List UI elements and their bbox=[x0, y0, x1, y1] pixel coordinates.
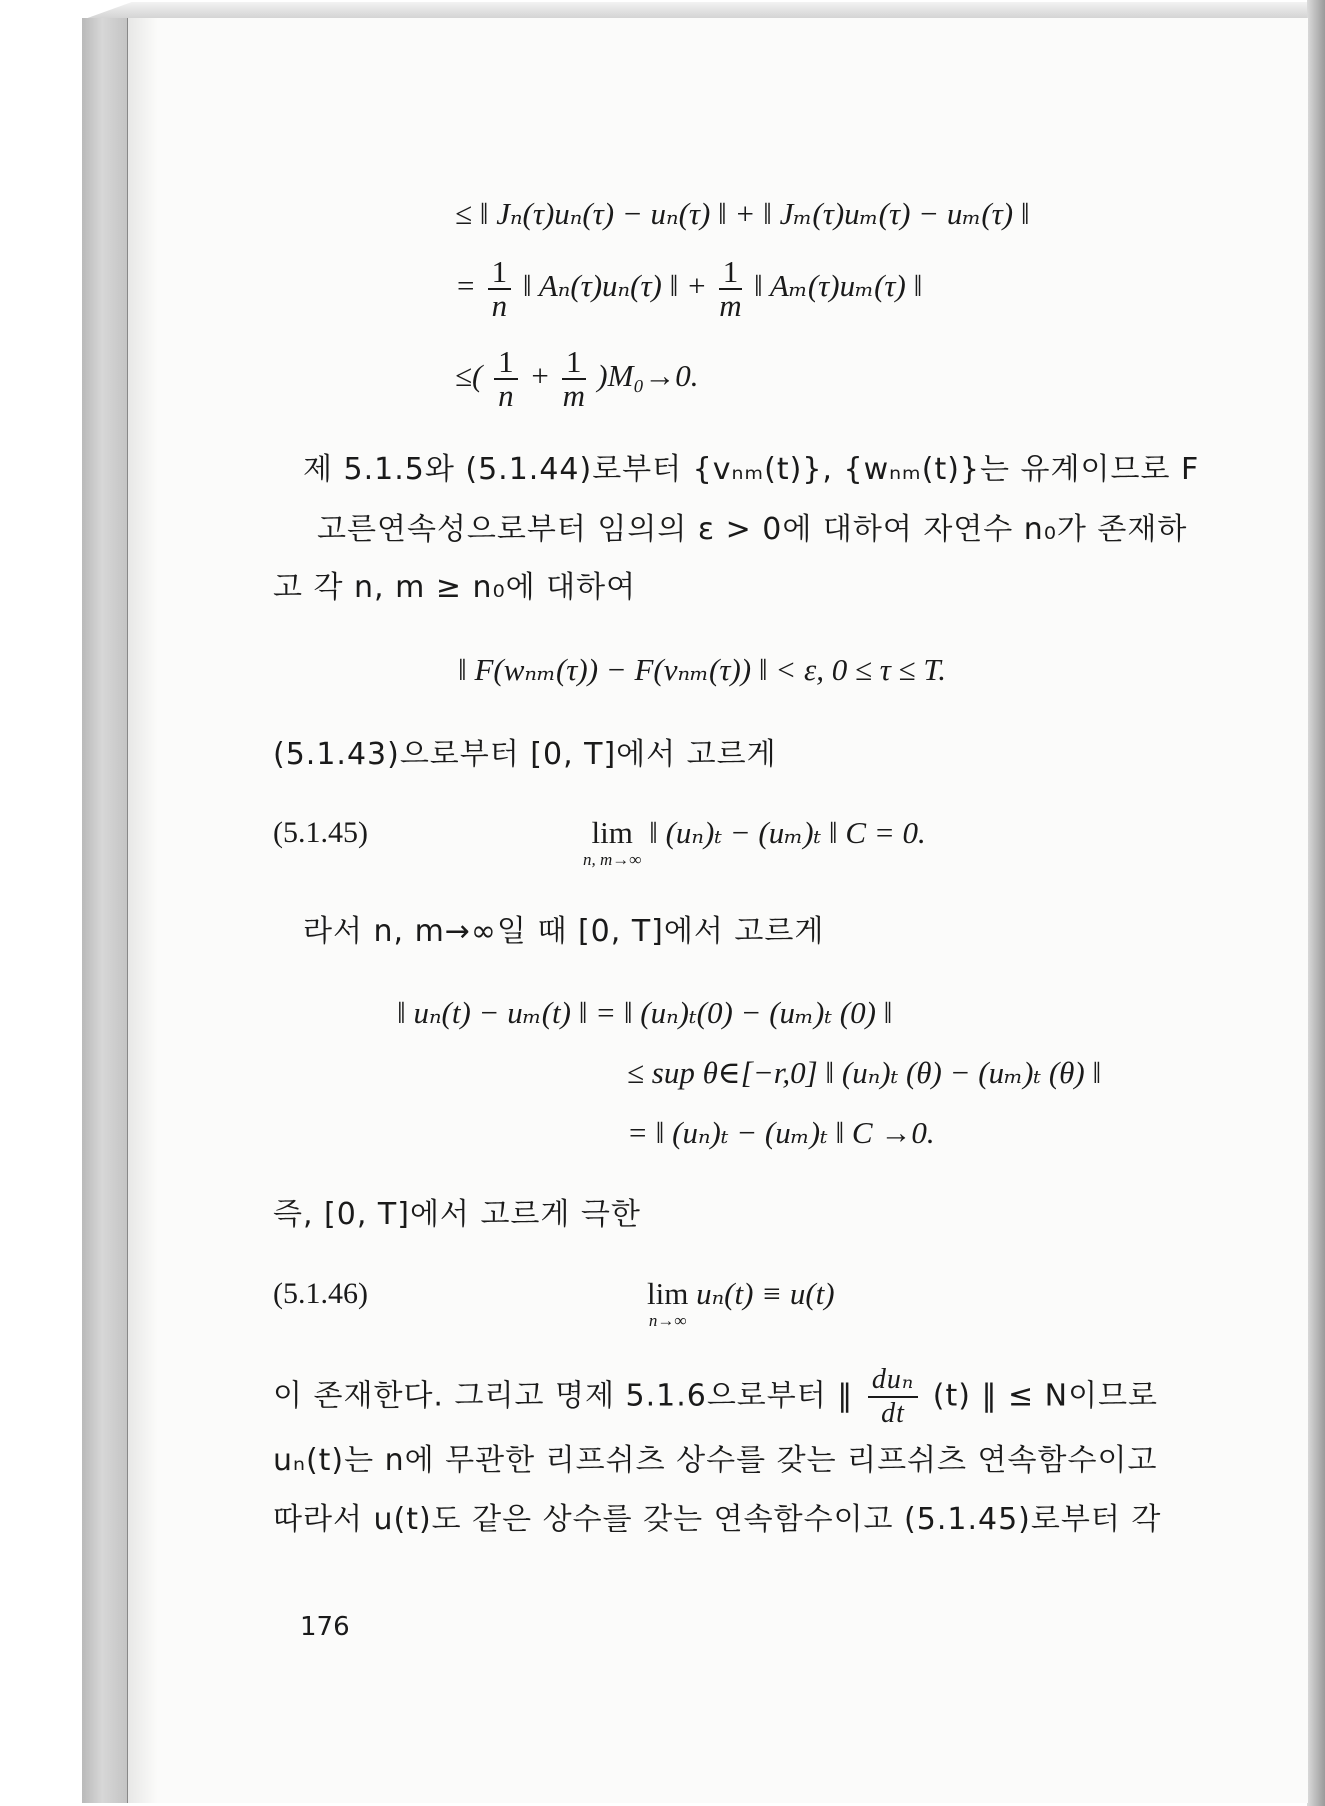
equation-5-1-46 bbox=[647, 1276, 835, 1330]
limit-result: )M₀→0. bbox=[597, 358, 699, 394]
lim-subscript: n, m→∞ bbox=[583, 850, 642, 869]
paragraph-line-5: 라서 n, m→∞일 때 [0, T]에서 고르게 bbox=[303, 914, 825, 949]
fraction-1-over-m bbox=[562, 346, 586, 412]
fraction-numerator: 1 bbox=[488, 256, 512, 290]
fraction-numerator: 1 bbox=[719, 256, 743, 290]
paragraph-line-6: 즉, [0, T]에서 고르게 극한 bbox=[273, 1197, 641, 1232]
paragraph-line-4: (5.1.43)으로부터 [0, T]에서 고르게 bbox=[273, 737, 777, 772]
paragraph-line-1: 제 5.1.5와 (5.1.44)로부터 {vₙₘ(t)}, {wₙₘ(t)}는 유계이므로 F bbox=[303, 452, 1200, 487]
paragraph-line-7 bbox=[273, 1364, 1158, 1430]
lim-text: lim bbox=[591, 815, 633, 850]
book-right-edge bbox=[1307, 0, 1325, 1806]
equals-sign: = bbox=[455, 268, 476, 304]
limit-body: uₙ(t) ≡ u(t) bbox=[696, 1276, 835, 1311]
paragraph-line-2: 고른연속성으로부터 임의의 ε > 0에 대하여 자연수 n₀가 존재하 bbox=[317, 512, 1188, 547]
fraction-dun-dt bbox=[868, 1364, 918, 1430]
equation-5-1-45 bbox=[583, 815, 926, 869]
plus-sign: + bbox=[529, 358, 551, 394]
paragraph-line-8: uₙ(t)는 n에 무관한 리프쉬츠 상수를 갖는 리프쉬츠 연속함수이고 bbox=[273, 1443, 1158, 1478]
equation-number-5-1-45: (5.1.45) bbox=[273, 816, 368, 849]
fraction-1-over-m bbox=[719, 256, 743, 322]
paragraph-line-9: 따라서 u(t)도 같은 상수를 갖는 연속함수이고 (5.1.45)로부터 각 bbox=[273, 1502, 1162, 1537]
equation-number-5-1-46: (5.1.46) bbox=[273, 1277, 368, 1310]
limit-operator bbox=[647, 1276, 688, 1330]
norm-term-a-n: ‖ Aₙ(τ)uₙ(τ) ‖ + bbox=[522, 268, 707, 304]
equation-aligned-2: ≤ sup θ∈[−r,0] ‖ (uₙ)ₜ (θ) − (uₘ)ₜ (θ) ‖ bbox=[627, 1055, 1102, 1090]
fraction-numerator: duₙ bbox=[868, 1364, 918, 1398]
fraction-denominator: n bbox=[491, 288, 508, 323]
fraction-denominator: m bbox=[719, 288, 742, 323]
norm-term-a-m: ‖ Aₘ(τ)uₘ(τ) ‖ bbox=[753, 268, 923, 304]
text-run-b: (t) ‖ ≤ N이므로 bbox=[932, 1378, 1159, 1414]
limit-operator bbox=[583, 815, 641, 869]
fraction-1-over-n bbox=[488, 256, 512, 322]
equation-uniform-continuity: ‖ F(wₙₘ(τ)) − F(vₙₘ(τ)) ‖ < ε, 0 ≤ τ ≤ T. bbox=[458, 652, 947, 687]
fraction-denominator: dt bbox=[881, 1398, 905, 1429]
equation-line-3 bbox=[455, 346, 698, 412]
paragraph-line-3: 고 각 n, m ≥ n₀에 대하여 bbox=[273, 570, 637, 605]
book-spine-edge bbox=[82, 18, 127, 1803]
fraction-denominator: n bbox=[498, 378, 514, 413]
fraction-numerator: 1 bbox=[562, 346, 586, 380]
fraction-1-over-n bbox=[494, 346, 518, 412]
fraction-numerator: 1 bbox=[494, 346, 518, 380]
limit-body: ‖ (uₙ)ₜ − (uₘ)ₜ ‖ C = 0. bbox=[649, 815, 926, 850]
leq-open-paren: ≤( bbox=[455, 358, 483, 394]
page-number: 176 bbox=[300, 1612, 350, 1642]
equation-aligned-1: ‖ uₙ(t) − uₘ(t) ‖ = ‖ (uₙ)ₜ(0) − (uₘ)ₜ (0) ‖ bbox=[397, 995, 893, 1030]
equation-aligned-3: = ‖ (uₙ)ₜ − (uₘ)ₜ ‖ C →0. bbox=[627, 1115, 935, 1150]
lim-subscript: n→∞ bbox=[648, 1311, 687, 1330]
text-run-a: 이 존재한다. 그리고 명제 5.1.6으로부터 ‖ bbox=[273, 1378, 854, 1414]
equation-line-2 bbox=[455, 256, 922, 322]
equation-line-1: ≤ ‖ Jₙ(τ)uₙ(τ) − uₙ(τ) ‖ + ‖ Jₘ(τ)uₘ(τ) − uₘ(τ) ‖ bbox=[455, 196, 1030, 231]
lim-text: lim bbox=[647, 1276, 689, 1311]
fraction-denominator: m bbox=[562, 378, 585, 413]
